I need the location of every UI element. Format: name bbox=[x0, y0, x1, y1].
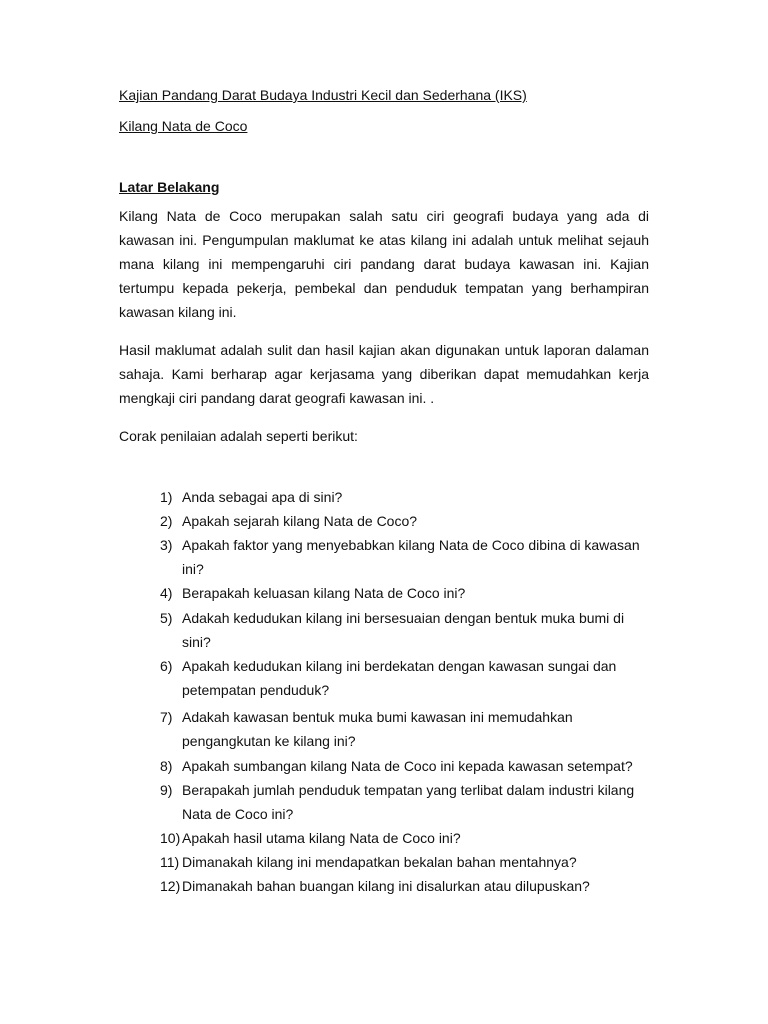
question-text: Apakah hasil utama kilang Nata de Coco ini? bbox=[182, 830, 461, 846]
question-text: Apakah faktor yang menyebabkan kilang Nata de Coco dibina di kawasan bbox=[182, 537, 640, 553]
question-number: 9) bbox=[160, 782, 173, 798]
question-text: Apakah kedudukan kilang ini berdekatan dengan kawasan sungai dan bbox=[182, 658, 617, 674]
question-text: Adakah kedudukan kilang ini bersesuaian dengan bentuk muka bumi di bbox=[182, 610, 625, 626]
question-number: 6) bbox=[160, 658, 173, 674]
question-text-continued: sini? bbox=[182, 634, 211, 650]
question-text: Apakah sejarah kilang Nata de Coco? bbox=[182, 513, 418, 529]
question-number: 2) bbox=[160, 513, 173, 529]
background-paragraph-1: Kilang Nata de Coco merupakan salah satu ciri geografi budaya yang ada di kawasan ini. Pengumpulan maklumat ke atas kilang ini adalah untuk melihat sejauh mana kilang ini mempengaruhi ciri pandang darat budaya kawasan ini. Kajian tertumpu kepada pekerja, pembekal dan penduduk tempatan yang berhampiran kawasan kilang ini. bbox=[119, 208, 649, 320]
question-number: 5) bbox=[160, 610, 173, 626]
question-text: Anda sebagai apa di sini? bbox=[182, 489, 343, 505]
assessment-intro: Corak penilaian adalah seperti berikut: bbox=[119, 428, 358, 444]
background-paragraph-2: Hasil maklumat adalah sulit dan hasil kajian akan digunakan untuk laporan dalaman sahaja. Kami berharap agar kerjasama yang diberikan dapat memudahkan kerja mengkaji ciri pandang darat geografi kawasan ini. . bbox=[119, 342, 649, 406]
question-number: 11) bbox=[160, 854, 180, 870]
question-number: 1) bbox=[160, 489, 173, 505]
question-number: 7) bbox=[160, 709, 173, 725]
question-number: 12) bbox=[160, 878, 181, 894]
question-number: 4) bbox=[160, 585, 173, 601]
question-text: Apakah sumbangan kilang Nata de Coco ini kepada kawasan setempat? bbox=[182, 758, 633, 774]
question-number: 3) bbox=[160, 537, 173, 553]
section-heading: Latar Belakang bbox=[119, 179, 220, 195]
question-text: Dimanakah kilang ini mendapatkan bekalan bahan mentahnya? bbox=[182, 854, 577, 870]
question-text-continued: pengangkutan ke kilang ini? bbox=[182, 733, 356, 749]
question-text-continued: petempatan penduduk? bbox=[182, 682, 330, 698]
question-text: Dimanakah bahan buangan kilang ini disalurkan atau dilupuskan? bbox=[182, 878, 590, 894]
question-text: Adakah kawasan bentuk muka bumi kawasan ini memudahkan bbox=[182, 709, 573, 725]
document-subtitle: Kilang Nata de Coco bbox=[119, 118, 248, 134]
question-text-continued: Nata de Coco ini? bbox=[182, 806, 294, 822]
question-number: 8) bbox=[160, 758, 173, 774]
document-title: Kajian Pandang Darat Budaya Industri Kecil dan Sederhana (IKS) bbox=[119, 87, 527, 103]
question-text: Berapakah keluasan kilang Nata de Coco ini? bbox=[182, 585, 466, 601]
question-number: 10) bbox=[160, 830, 181, 846]
question-text-continued: ini? bbox=[182, 561, 204, 577]
question-text: Berapakah jumlah penduduk tempatan yang terlibat dalam industri kilang bbox=[182, 782, 635, 798]
